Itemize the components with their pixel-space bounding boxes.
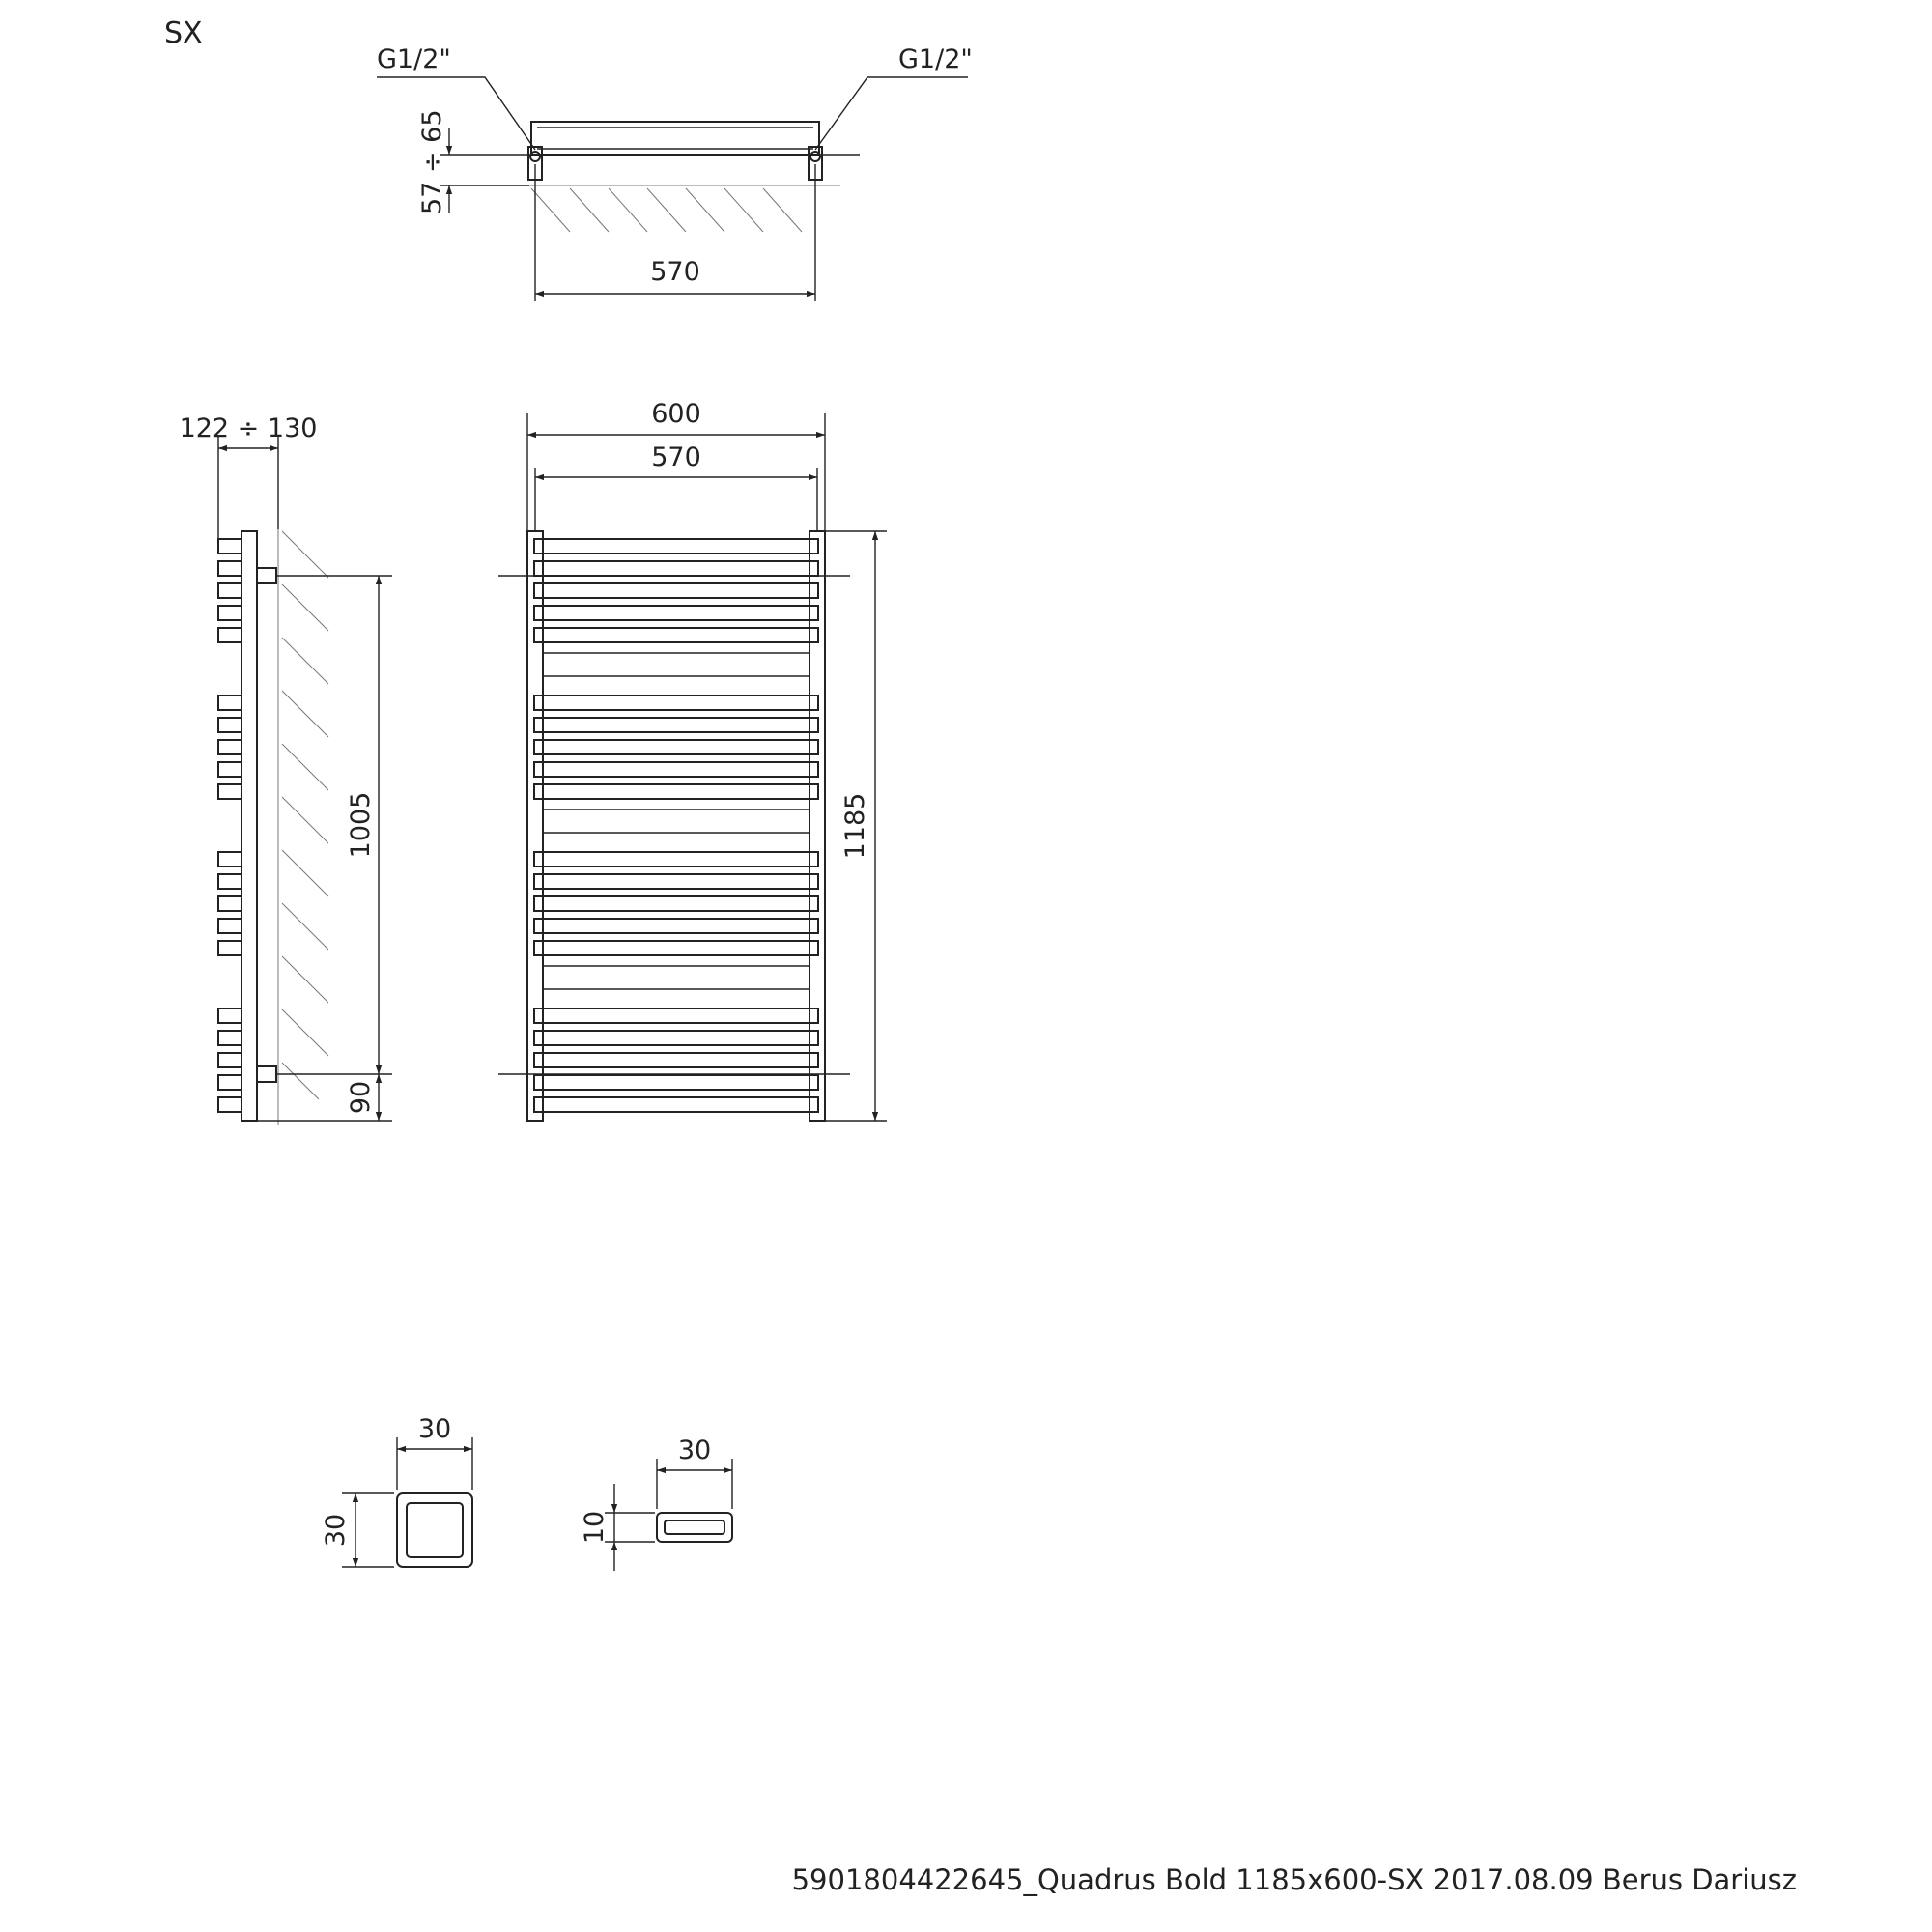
top-radiator-body [531, 122, 819, 155]
square-height-label: 30 [321, 1513, 351, 1548]
depth-label: 122 ÷ 130 [179, 413, 318, 443]
total-height-label: 1185 [840, 792, 870, 860]
flat-profile [580, 1435, 732, 1571]
square-width-label: 30 [417, 1414, 452, 1444]
side-upper-connection [257, 568, 276, 583]
bottom-offset-label: 90 [346, 1080, 376, 1115]
top-wall-hatch [517, 185, 840, 232]
side-collector [242, 531, 257, 1121]
front-spacing-label: 570 [651, 442, 701, 472]
total-width-label: 600 [651, 399, 701, 429]
top-view [377, 44, 973, 301]
variant-label: SX [164, 16, 203, 50]
drawing-footer: 5901804422645_Quadrus Bold 1185x600-SX 2017.08.09 Berus Dariusz [791, 1863, 1797, 1896]
left-connection-leader [377, 77, 535, 150]
square-profile [321, 1414, 472, 1567]
right-connection-leader [815, 77, 968, 150]
top-spacing-label: 570 [650, 257, 700, 287]
flat-width-label: 30 [677, 1435, 712, 1465]
wall-distance-label: 57 ÷ 65 [417, 109, 447, 214]
side-spacing-label: 1005 [346, 791, 376, 859]
side-wall-hatch [278, 529, 328, 1125]
left-connection-label: G1/2" [377, 44, 451, 74]
side-view [180, 413, 392, 1125]
right-connection-label: G1/2" [898, 44, 973, 74]
front-view [498, 399, 887, 1121]
flat-height-label: 10 [580, 1510, 610, 1545]
side-lower-connection [257, 1066, 276, 1082]
side-bars [218, 539, 242, 1112]
front-bars [534, 539, 818, 1112]
